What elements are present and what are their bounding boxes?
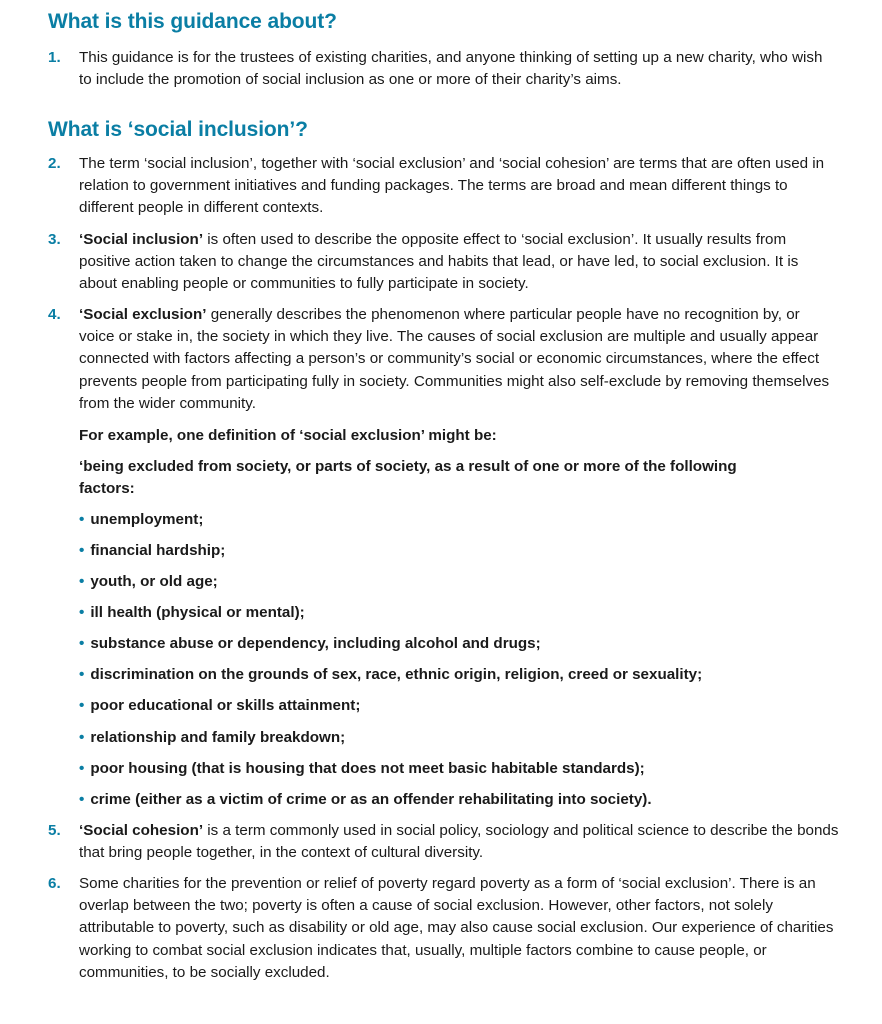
bullet-dot-icon: • [79,697,85,714]
bullet-item: • poor housing (that is housing that does not meet basic habitable standards); [79,760,645,777]
paragraph-number: 5. [48,822,61,839]
heading-social-inclusion: What is ‘social inclusion’? [48,118,308,141]
paragraph-text: This guidance is for the trustees of existing charities, and anyone thinking of setting up a new charity, who wish to include the promotion of social inclusion as one or more of their charity’s aims. [79,49,823,89]
paragraph-number: 3. [48,231,61,248]
paragraph-body: is a term commonly used in social policy, sociology and political science to describe the bonds that bring people together, in the context of cultural diversity. [79,822,839,862]
bullet-dot-icon: • [79,760,85,777]
term-social-inclusion: ‘Social inclusion’ [79,231,204,248]
bullet-item: • discrimination on the grounds of sex, race, ethnic origin, religion, creed or sexuality; [79,666,703,683]
term-social-exclusion: ‘Social exclusion’ [79,306,207,323]
example-quote: ‘being excluded from society, or parts of society, as a result of one or more of the following factors: [79,458,737,498]
paragraph-4 [48,304,848,415]
paragraph-text [79,304,839,415]
bullet-dot-icon: • [79,729,85,746]
bullet-dot-icon: • [79,791,85,808]
heading-guidance-about: What is this guidance about? [48,10,337,33]
bullet-item: • financial hardship; [79,542,226,559]
bullet-item: • unemployment; [79,511,204,528]
paragraph-number: 6. [48,875,61,892]
paragraph-number: 4. [48,306,61,323]
bullet-item: • poor educational or skills attainment; [79,697,361,714]
bullet-dot-icon: • [79,573,85,590]
paragraph-body: generally describes the phenomenon where particular people have no recognition by, or voice or stake in, the society in which they live. The causes of social exclusion are multiple and usually appear connected with factors affecting a person’s or community’s social or economic circumstances, where the effect prevents people from participating fully in society. Communities might also self-exclude by removing themselves from the wider community. [79,306,830,412]
bullet-dot-icon: • [79,635,85,652]
bullet-item: • youth, or old age; [79,573,218,590]
paragraph-3 [48,229,848,296]
paragraph-text: The term ‘social inclusion’, together with ‘social exclusion’ and ‘social cohesion’ are terms that are often used in relation to government initiatives and funding packages. The terms are broad and mean different things to different people in different contexts. [79,155,825,217]
paragraph-5 [48,820,848,864]
bullet-dot-icon: • [79,604,85,621]
bullet-dot-icon: • [79,511,85,528]
paragraph-text: Some charities for the prevention or relief of poverty regard poverty as a form of ‘social exclusion’. There is an overlap between the two; poverty is often a cause of social exclusion. However, other factors, not solely attributable to poverty, such as disability or old age, may also cause social exclusion. Our experience of charities working to combat social exclusion indicates that, usually, multiple factors combine to cause people, or communities, to be socially excluded. [79,875,834,981]
paragraph-text [79,820,839,864]
bullet-dot-icon: • [79,542,85,559]
paragraph-number: 2. [48,155,61,172]
paragraph-body: is often used to describe the opposite effect to ‘social exclusion’. It usually results from positive action taken to change the circumstances and habits that lead, or have led, to social exclusion. It is about enabling people or communities to fully participate in society. [79,231,799,293]
paragraph-number: 1. [48,49,61,66]
paragraph-6 [48,873,848,984]
paragraph-2 [48,153,848,220]
bullet-item: • crime (either as a victim of crime or as an offender rehabilitating into society). [79,791,652,808]
bullet-dot-icon: • [79,666,85,683]
example-intro: For example, one definition of ‘social exclusion’ might be: [79,427,497,444]
paragraph-1 [48,47,848,91]
paragraph-text [79,229,839,296]
term-social-cohesion: ‘Social cohesion’ [79,822,204,839]
bullet-item: • ill health (physical or mental); [79,604,305,621]
bullet-item: • relationship and family breakdown; [79,729,346,746]
bullet-item: • substance abuse or dependency, including alcohol and drugs; [79,635,541,652]
